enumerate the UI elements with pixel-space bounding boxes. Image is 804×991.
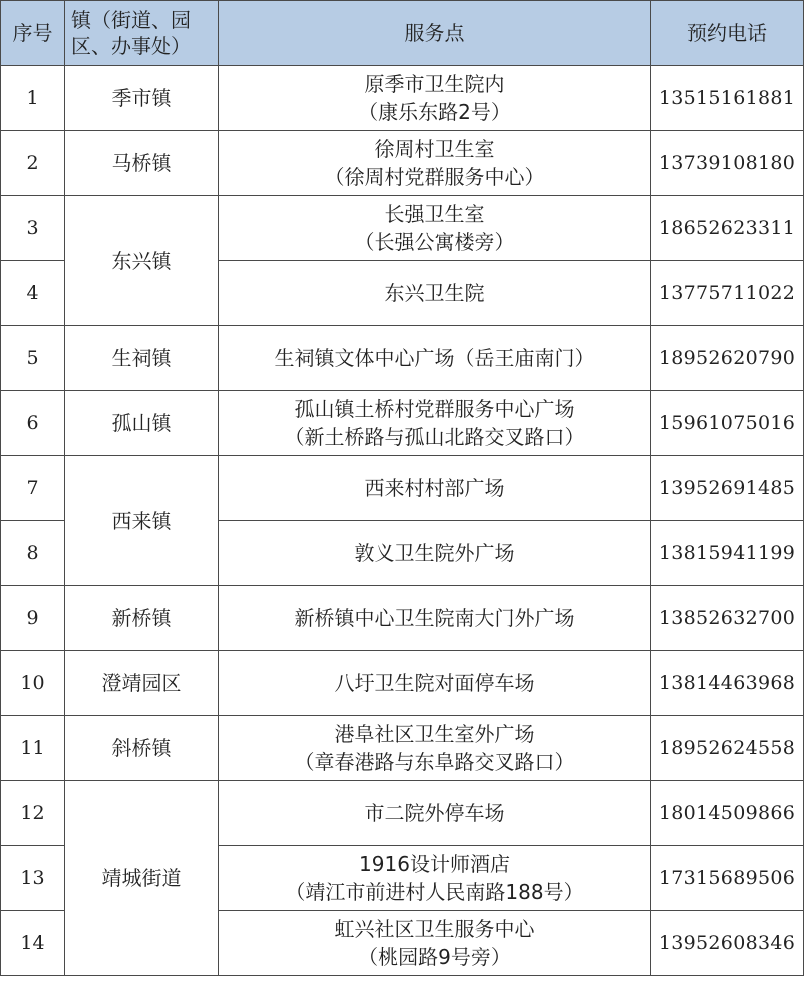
row-no: 12 <box>1 781 65 846</box>
row-service <box>219 196 651 261</box>
service-address: （桃园路9号旁） <box>358 945 511 969</box>
row-no: 13 <box>1 846 65 911</box>
table-row <box>1 391 804 456</box>
row-no: 2 <box>1 131 65 196</box>
row-phone: 13775711022 <box>651 261 804 326</box>
row-town: 季市镇 <box>65 66 219 131</box>
row-phone: 13952691485 <box>651 456 804 521</box>
row-service <box>219 651 651 716</box>
service-name: 港阜社区卫生室外广场 <box>334 722 535 746</box>
row-no: 3 <box>1 196 65 261</box>
service-name: 虹兴社区卫生服务中心 <box>334 917 535 941</box>
row-phone: 13515161881 <box>651 66 804 131</box>
table-row <box>1 326 804 391</box>
header-service: 服务点 <box>219 1 651 66</box>
row-service <box>219 781 651 846</box>
row-phone: 13739108180 <box>651 131 804 196</box>
row-no: 10 <box>1 651 65 716</box>
table-row <box>1 716 804 781</box>
service-name: 西来村村部广场 <box>364 476 505 500</box>
row-no: 9 <box>1 586 65 651</box>
service-name: 新桥镇中心卫生院南大门外广场 <box>294 606 575 630</box>
row-phone: 13952608346 <box>651 911 804 976</box>
table-row <box>1 586 804 651</box>
row-no: 8 <box>1 521 65 586</box>
row-town: 生祠镇 <box>65 326 219 391</box>
row-service <box>219 66 651 131</box>
row-phone: 18014509866 <box>651 781 804 846</box>
row-phone: 17315689506 <box>651 846 804 911</box>
row-no: 6 <box>1 391 65 456</box>
row-no: 4 <box>1 261 65 326</box>
row-service <box>219 716 651 781</box>
row-phone: 13815941199 <box>651 521 804 586</box>
row-town: 西来镇 <box>65 456 219 586</box>
row-no: 14 <box>1 911 65 976</box>
row-service <box>219 326 651 391</box>
service-address: （新土桥路与孤山北路交叉路口） <box>284 425 585 449</box>
table-row <box>1 456 804 521</box>
service-address: （康乐东路2号） <box>358 100 511 124</box>
row-town: 孤山镇 <box>65 391 219 456</box>
service-address: （靖江市前进村人民南路188号） <box>285 880 584 904</box>
service-name: 1916设计师酒店 <box>359 852 510 876</box>
row-no: 11 <box>1 716 65 781</box>
row-no: 1 <box>1 66 65 131</box>
service-name: 八圩卫生院对面停车场 <box>334 671 535 695</box>
service-name: 市二院外停车场 <box>364 801 505 825</box>
row-phone: 15961075016 <box>651 391 804 456</box>
header-town <box>65 1 219 66</box>
row-town: 马桥镇 <box>65 131 219 196</box>
table-header-row <box>1 1 804 66</box>
table-row <box>1 781 804 846</box>
row-town: 东兴镇 <box>65 196 219 326</box>
service-name: 敦义卫生院外广场 <box>354 541 515 565</box>
row-service <box>219 586 651 651</box>
row-phone: 13814463968 <box>651 651 804 716</box>
row-service <box>219 261 651 326</box>
row-service <box>219 846 651 911</box>
row-service <box>219 521 651 586</box>
table-row <box>1 66 804 131</box>
row-phone: 18952624558 <box>651 716 804 781</box>
service-name: 孤山镇土桥村党群服务中心广场 <box>294 397 575 421</box>
table-row <box>1 651 804 716</box>
service-name: 东兴卫生院 <box>384 281 485 305</box>
table-row <box>1 196 804 261</box>
service-name: 原季市卫生院内 <box>364 72 505 96</box>
table-row <box>1 131 804 196</box>
header-town-line2: 区、办事处） <box>71 34 191 58</box>
row-no: 7 <box>1 456 65 521</box>
service-name: 生祠镇文体中心广场（岳王庙南门） <box>274 346 595 370</box>
row-service <box>219 391 651 456</box>
row-phone: 18952620790 <box>651 326 804 391</box>
header-town-line1: 镇（街道、园 <box>71 8 191 32</box>
row-phone: 18652623311 <box>651 196 804 261</box>
row-town: 澄靖园区 <box>65 651 219 716</box>
row-service <box>219 456 651 521</box>
service-address: （徐周村党群服务中心） <box>324 165 545 189</box>
row-service <box>219 911 651 976</box>
service-address: （章春港路与东阜路交叉路口） <box>294 750 575 774</box>
header-phone: 预约电话 <box>651 1 804 66</box>
service-address: （长强公寓楼旁） <box>354 230 515 254</box>
row-town: 靖城街道 <box>65 781 219 976</box>
row-no: 5 <box>1 326 65 391</box>
service-name: 徐周村卫生室 <box>374 137 495 161</box>
row-service <box>219 131 651 196</box>
header-no: 序号 <box>1 1 65 66</box>
row-phone: 13852632700 <box>651 586 804 651</box>
row-town: 新桥镇 <box>65 586 219 651</box>
service-name: 长强卫生室 <box>384 202 485 226</box>
row-town: 斜桥镇 <box>65 716 219 781</box>
